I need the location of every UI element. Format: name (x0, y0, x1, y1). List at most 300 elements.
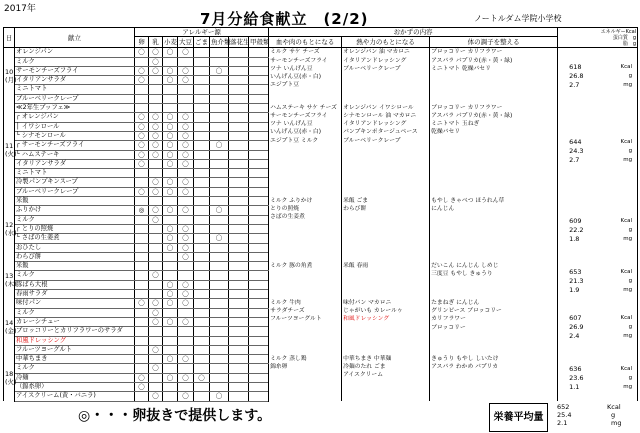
dish-name: （錦糸卵） (15, 382, 135, 391)
allergen-mark-seafood (210, 85, 229, 94)
allergen-mark-seafood (210, 122, 229, 131)
allergen-mark-milk (149, 243, 163, 252)
allergen-mark-wheat: 〇 (163, 66, 178, 75)
ingredient-line: ミニトマト 乾燥パセリ (431, 65, 491, 72)
ingredient-line: 米飯 ごま (343, 197, 369, 204)
allergen-mark-shellfish (249, 57, 269, 66)
allergen-mark-soy: 〇 (178, 355, 194, 364)
nutrition-fat: 1.8 (569, 234, 580, 243)
ingredient-line: グリンピース ブロッコリー (431, 308, 502, 315)
red-ingredients (269, 299, 342, 355)
allergen-mark-sesame (194, 159, 210, 168)
ingredient-line: 乾燥パセリ (431, 129, 461, 136)
allergen-mark-seafood (210, 150, 229, 159)
ingredient-line: ミニトマト 玉ねぎ (431, 121, 480, 128)
dish-name: └ さばの生姜煮 (15, 234, 135, 243)
allergen-mark-shellfish (249, 299, 269, 308)
average-values (551, 403, 637, 430)
allergen-mark-wheat (163, 364, 178, 373)
ingredient-line: ハムステーキ サケ チーズ (270, 104, 337, 111)
unit-fat: mg (611, 419, 622, 427)
nutrition-unit-fat: mg (623, 235, 633, 242)
allergen-mark-egg (135, 234, 149, 243)
allergen-mark-egg (135, 280, 149, 289)
allergen-mark-egg: 〇 (135, 382, 149, 391)
allergen-mark-milk: 〇 (149, 48, 163, 57)
nutrition-protein: 21.3 (569, 276, 584, 285)
allergen-mark-wheat (163, 94, 178, 103)
allergen-mark-shellfish (249, 308, 269, 317)
allergen-mark-peanut (229, 197, 249, 206)
ingredient-line: アスパラ パプリカ(赤・黄・緑) (431, 112, 513, 119)
allergen-mark-egg: ◎ (135, 206, 149, 215)
red-ingredients (269, 48, 342, 104)
allergen-mark-wheat: 〇 (163, 122, 178, 131)
allergen-mark-seafood: 〇 (210, 206, 229, 215)
ingredient-line: きゅうり もやし しいたけ (431, 355, 499, 362)
allergen-mark-wheat (163, 271, 178, 280)
allergen-mark-egg (135, 252, 149, 261)
allergen-mark-seafood (210, 327, 229, 336)
allergen-mark-wheat (163, 262, 178, 271)
allergen-mark-wheat: 〇 (163, 355, 178, 364)
allergen-mark-soy (178, 364, 194, 373)
allergen-mark-peanut (229, 206, 249, 215)
allergen-mark-shellfish (249, 94, 269, 103)
allergen-mark-soy (178, 345, 194, 354)
allergen-mark-peanut (229, 290, 249, 299)
allergen-mark-soy: 〇 (178, 66, 194, 75)
nutrition-unit-protein: g (628, 324, 633, 331)
nutrition-unit-fat: mg (623, 156, 633, 163)
allergen-mark-milk (149, 252, 163, 261)
allergen-mark-soy: 〇 (178, 243, 194, 252)
allergen-mark-sesame (194, 206, 210, 215)
allergen-mark-egg: 〇 (135, 48, 149, 57)
allergen-mark-shellfish (249, 317, 269, 326)
allergen-mark-shellfish (249, 178, 269, 187)
dish-name: ミルク (15, 57, 135, 66)
allergen-mark-soy: 〇 (178, 392, 194, 401)
allergen-mark-seafood (210, 178, 229, 187)
green-ingredients (430, 262, 558, 299)
allergen-mark-egg: 〇 (135, 131, 149, 140)
dish-name: ブルーベリークレープ (15, 94, 135, 103)
allergen-shellfish: 甲殻類 (250, 38, 270, 47)
allergen-mark-peanut (229, 392, 249, 401)
dish-name: サーモンチーズフライ (15, 66, 135, 75)
allergen-mark-shellfish (249, 392, 269, 401)
menu-table (3, 27, 638, 402)
allergen-mark-egg (135, 85, 149, 94)
allergen-mark-milk: 〇 (149, 178, 163, 187)
allergen-mark-soy (178, 327, 194, 336)
ingredient-line: さばの生姜煮 (270, 214, 305, 221)
dish-row (4, 355, 638, 364)
allergen-mark-wheat: 〇 (163, 178, 178, 187)
allergen-mark-seafood (210, 345, 229, 354)
allergen-mark-seafood (210, 159, 229, 168)
dish-name: ブロッコリーとカリフラワーのサラダ (15, 327, 135, 336)
ingredient-line: パンプキンポタージュベース (343, 129, 418, 136)
nutrition-values (558, 48, 638, 104)
dish-name: ミルク (15, 308, 135, 317)
allergen-mark-wheat (163, 382, 178, 391)
allergen-mark-egg: 〇 (135, 150, 149, 159)
ingredient-line: ミルク ふりかけ (270, 197, 313, 204)
egg-free-note: ◎・・・卵抜きで提供します。 (78, 408, 272, 424)
allergen-mark-soy (178, 215, 194, 224)
allergen-mark-shellfish (249, 215, 269, 224)
ingredient-line: サーモンチーズフライ (270, 112, 328, 119)
allergen-mark-sesame (194, 178, 210, 187)
ingredient-line: オレンジパン 油 マカロニ (343, 49, 410, 56)
ingredient-line: ミルク 牛肉 (270, 299, 301, 306)
ingredient-line: 米飯 春雨 (343, 262, 369, 269)
dish-name: わらび餅 (15, 252, 135, 261)
allergen-mark-milk: 〇 (149, 345, 163, 354)
allergen-mark-shellfish (249, 382, 269, 391)
allergen-mark-soy (178, 94, 194, 103)
allergen-mark-wheat (163, 345, 178, 354)
dish-name: 中華ちまき (15, 355, 135, 364)
ingredient-line: ブルーベリークレープ (343, 65, 401, 72)
dish-name: ┌ とりの照焼 (15, 224, 135, 233)
day-label (4, 48, 15, 104)
ingredient-line: ツナ いんげん豆 (270, 65, 313, 72)
green-ingredients (430, 48, 558, 104)
allergen-mark-sesame (194, 234, 210, 243)
allergen-mark-seafood (210, 355, 229, 364)
allergen-mark-wheat (163, 197, 178, 206)
ingredient-line: いんげん豆(赤・白) (270, 129, 321, 136)
allergen-mark-sesame (194, 215, 210, 224)
ingredient-line: 和風ドレッシング (343, 316, 390, 323)
allergen-mark-egg: 〇 (135, 113, 149, 122)
allergen-mark-shellfish (249, 122, 269, 131)
allergen-mark-soy: 〇 (178, 373, 194, 382)
ingredient-line: イタリアンドレッシング (343, 121, 407, 128)
allergen-mark-peanut (229, 122, 249, 131)
allergen-sesame: ごま (195, 38, 208, 47)
allergen-mark-milk: 〇 (149, 215, 163, 224)
nutrition-energy: 609 (569, 216, 582, 225)
allergen-mark-soy: 〇 (178, 206, 194, 215)
allergen-mark-wheat (163, 104, 178, 113)
allergen-mark-soy: 〇 (178, 187, 194, 196)
allergen-mark-wheat (163, 308, 178, 317)
green-ingredients (430, 104, 558, 197)
allergen-mark-seafood: 〇 (210, 141, 229, 150)
allergen-mark-shellfish (249, 224, 269, 233)
allergen-mark-milk: 〇 (149, 57, 163, 66)
allergen-mark-sesame: 〇 (194, 373, 210, 382)
allergen-wheat: 小麦 (164, 38, 177, 47)
allergen-mark-egg: 〇 (135, 373, 149, 382)
allergen-mark-soy (178, 169, 194, 178)
nutrition-unit-protein: g (628, 73, 633, 80)
allergen-mark-soy: 〇 (178, 252, 194, 261)
allergen-mark-shellfish (249, 206, 269, 215)
allergen-mark-shellfish (249, 327, 269, 336)
allergen-mark-wheat: 〇 (163, 141, 178, 150)
allergen-mark-sesame (194, 290, 210, 299)
nutrition-fat: 2.4 (569, 332, 580, 341)
allergen-mark-soy: 〇 (178, 141, 194, 150)
dish-name: ふりかけ (15, 206, 135, 215)
nutrition-unit-energy: Kcal (620, 217, 633, 224)
nutrition-values (558, 104, 638, 197)
red-ingredients (269, 355, 342, 401)
allergen-mark-milk: 〇 (149, 187, 163, 196)
dish-name: アイスクリーム(黄・バニラ) (15, 392, 135, 401)
allergen-mark-seafood (210, 197, 229, 206)
allergen-mark-sesame (194, 150, 210, 159)
average-label: 栄養平均量 (489, 403, 548, 432)
allergen-mark-wheat (163, 252, 178, 261)
allergen-mark-wheat: 〇 (163, 243, 178, 252)
dish-name: オレンジパン (15, 48, 135, 57)
allergen-mark-shellfish (249, 113, 269, 122)
allergen-mark-sesame (194, 48, 210, 57)
allergen-mark-shellfish (249, 355, 269, 364)
allergen-mark-sesame (194, 262, 210, 271)
red-ingredients (269, 262, 342, 299)
allergen-mark-peanut (229, 271, 249, 280)
allergen-mark-egg: 〇 (135, 187, 149, 196)
dish-name: 冷麺 (15, 373, 135, 382)
allergen-mark-seafood (210, 317, 229, 326)
ingredient-line: カリフラワー (431, 316, 466, 323)
allergen-mark-peanut (229, 262, 249, 271)
allergen-mark-sesame (194, 187, 210, 196)
allergen-mark-sesame (194, 345, 210, 354)
allergen-mark-shellfish (249, 373, 269, 382)
allergen-mark-wheat: 〇 (163, 187, 178, 196)
nutrition-energy: 636 (569, 365, 582, 374)
allergen-mark-shellfish (249, 131, 269, 140)
allergen-mark-wheat (163, 169, 178, 178)
allergen-mark-milk: 〇 (149, 113, 163, 122)
day-header: 日 (4, 28, 15, 48)
day-label-line: 13 (5, 272, 14, 281)
allergen-mark-egg: 〇 (135, 76, 149, 85)
allergen-mark-peanut (229, 336, 249, 345)
dish-row (4, 48, 638, 57)
allergen-mark-seafood (210, 131, 229, 140)
allergen-mark-milk (149, 76, 163, 85)
allergen-mark-milk (149, 280, 163, 289)
allergen-mark-sesame (194, 280, 210, 289)
allergen-mark-shellfish (249, 85, 269, 94)
allergen-mark-seafood (210, 308, 229, 317)
ingredient-line: ミルク 豚の角煮 (270, 262, 313, 269)
allergen-mark-milk: 〇 (149, 206, 163, 215)
allergen-mark-peanut (229, 308, 249, 317)
day-label-line: 11 (5, 142, 14, 151)
dish-name: 米飯 (15, 262, 135, 271)
allergen-mark-shellfish (249, 150, 269, 159)
nutrition-unit-protein: g (628, 277, 633, 284)
allergen-mark-shellfish (249, 76, 269, 85)
allergen-mark-wheat: 〇 (163, 299, 178, 308)
allergen-mark-milk (149, 290, 163, 299)
allergen-milk: 乳 (149, 37, 163, 48)
allergen-mark-shellfish (249, 234, 269, 243)
allergen-mark-milk (149, 336, 163, 345)
allergen-mark-egg (135, 336, 149, 345)
allergen-mark-soy (178, 262, 194, 271)
ingredient-line: ブロッコリー カリフラワー (431, 49, 503, 56)
allergen-mark-seafood (210, 336, 229, 345)
nutrition-unit-fat: mg (623, 82, 633, 89)
allergen-mark-seafood (210, 364, 229, 373)
allergen-mark-milk: 〇 (149, 299, 163, 308)
day-label-line: (水) (5, 229, 17, 238)
allergen-mark-soy: 〇 (178, 290, 194, 299)
dish-name: 豚ばら大根 (15, 280, 135, 289)
allergen-mark-milk (149, 327, 163, 336)
allergen-mark-peanut (229, 373, 249, 382)
dish-name: ┌ サーモンチーズフライ (15, 141, 135, 150)
allergen-mark-wheat: 〇 (163, 317, 178, 326)
yellow-ingredients (342, 197, 430, 262)
allergen-mark-wheat (163, 85, 178, 94)
allergen-mark-seafood (210, 290, 229, 299)
ingredient-line: 冷麺のたれ ごま (343, 363, 386, 370)
nutrition-unit-energy: Kcal (620, 366, 633, 373)
day-label-line: 18 (5, 369, 14, 378)
allergen-mark-egg (135, 262, 149, 271)
allergen-mark-peanut (229, 280, 249, 289)
allergen-mark-egg (135, 392, 149, 401)
allergen-mark-peanut (229, 66, 249, 75)
ingredient-line: エジプト豆 (270, 82, 300, 89)
allergen-mark-soy (178, 197, 194, 206)
allergen-mark-egg: 〇 (135, 159, 149, 168)
green-ingredients (430, 197, 558, 262)
ingredient-line: エジプト豆 ミルク (270, 137, 319, 144)
allergen-mark-milk (149, 197, 163, 206)
day-label (4, 104, 15, 197)
allergen-soy: 大豆 (179, 38, 192, 47)
allergen-mark-peanut (229, 224, 249, 233)
allergen-mark-seafood (210, 243, 229, 252)
allergen-mark-seafood: 〇 (210, 392, 229, 401)
average-fat: 2.1 (557, 419, 568, 427)
allergen-mark-shellfish (249, 345, 269, 354)
nutrition-unit-energy: Kcal (620, 138, 633, 145)
allergen-mark-sesame (194, 299, 210, 308)
allergen-mark-wheat: 〇 (163, 159, 178, 168)
allergen-mark-peanut (229, 178, 249, 187)
ingredient-line: とりの照焼 (270, 205, 300, 212)
allergen-mark-milk: 〇 (149, 131, 163, 140)
day-label-line: (火) (5, 150, 17, 159)
allergen-mark-shellfish (249, 104, 269, 113)
allergen-mark-soy: 〇 (178, 122, 194, 131)
allergen-mark-sesame (194, 317, 210, 326)
allergen-mark-seafood (210, 262, 229, 271)
dish-name: イタリアンサラダ (15, 76, 135, 85)
allergen-mark-wheat (163, 327, 178, 336)
allergen-mark-soy: 〇 (178, 159, 194, 168)
allergen-mark-peanut (229, 345, 249, 354)
allergen-mark-soy (178, 336, 194, 345)
day-label-line: (月) (5, 75, 17, 84)
allergen-mark-peanut (229, 327, 249, 336)
nutrition-unit-protein: g (628, 147, 633, 154)
yellow-ingredients (342, 104, 430, 197)
nutrition-protein: 24.3 (569, 146, 584, 155)
allergen-mark-milk (149, 224, 163, 233)
allergen-mark-sesame (194, 122, 210, 131)
allergen-mark-seafood (210, 224, 229, 233)
allergen-mark-milk (149, 373, 163, 382)
dish-row (4, 262, 638, 271)
ingredient-line: ミルク 蒸し鶏 (270, 355, 307, 362)
dish-name: ブルーベリークレープ (15, 187, 135, 196)
allergen-mark-sesame (194, 131, 210, 140)
allergen-mark-wheat: 〇 (163, 150, 178, 159)
nutrition-protein: 23.6 (569, 374, 584, 383)
allergen-mark-wheat: 〇 (163, 76, 178, 85)
allergen-mark-peanut (229, 48, 249, 57)
allergen-mark-peanut (229, 252, 249, 261)
ingredient-line: イタリアンドレッシング (343, 57, 407, 64)
ingredient-line: オレンジパン イワシロール (343, 104, 414, 111)
dish-name: ミルク (15, 215, 135, 224)
ingredient-line: サーモンチーズフライ (270, 57, 328, 64)
allergen-mark-sesame (194, 224, 210, 233)
green-ingredients (430, 299, 558, 355)
allergen-mark-shellfish (249, 169, 269, 178)
allergen-mark-egg (135, 224, 149, 233)
nutrition-values (558, 299, 638, 355)
nutrition-unit-energy: Kcal (620, 315, 633, 322)
page-title: 7月分給食献立 (2/2) (200, 10, 369, 28)
allergen-mark-shellfish (249, 280, 269, 289)
allergen-mark-sesame (194, 382, 210, 391)
allergen-mark-soy: 〇 (178, 48, 194, 57)
allergen-mark-peanut (229, 317, 249, 326)
unit-energy: Kcal (607, 403, 621, 411)
allergen-mark-egg (135, 197, 149, 206)
allergen-mark-egg (135, 243, 149, 252)
allergen-mark-milk (149, 94, 163, 103)
yellow-ingredients (342, 262, 430, 299)
nutrition-fat: 2.7 (569, 155, 580, 164)
allergen-mark-shellfish (249, 290, 269, 299)
allergen-mark-egg (135, 178, 149, 187)
allergen-mark-wheat: 〇 (163, 131, 178, 140)
allergen-mark-soy: 〇 (178, 113, 194, 122)
allergen-mark-shellfish (249, 141, 269, 150)
allergen-mark-egg (135, 271, 149, 280)
nutrition-fat: 1.1 (569, 383, 580, 392)
dish-name: カレーシチュー (15, 317, 135, 326)
allergen-mark-seafood (210, 169, 229, 178)
average-energy: 652 (557, 403, 570, 411)
allergen-mark-peanut (229, 94, 249, 103)
day-label (4, 299, 15, 355)
allergen-mark-wheat: 〇 (163, 373, 178, 382)
allergen-mark-shellfish (249, 336, 269, 345)
allergen-mark-egg (135, 345, 149, 354)
allergen-mark-egg: 〇 (135, 122, 149, 131)
ingredient-line: ブルーベリークレープ (343, 137, 401, 144)
allergen-mark-seafood (210, 113, 229, 122)
